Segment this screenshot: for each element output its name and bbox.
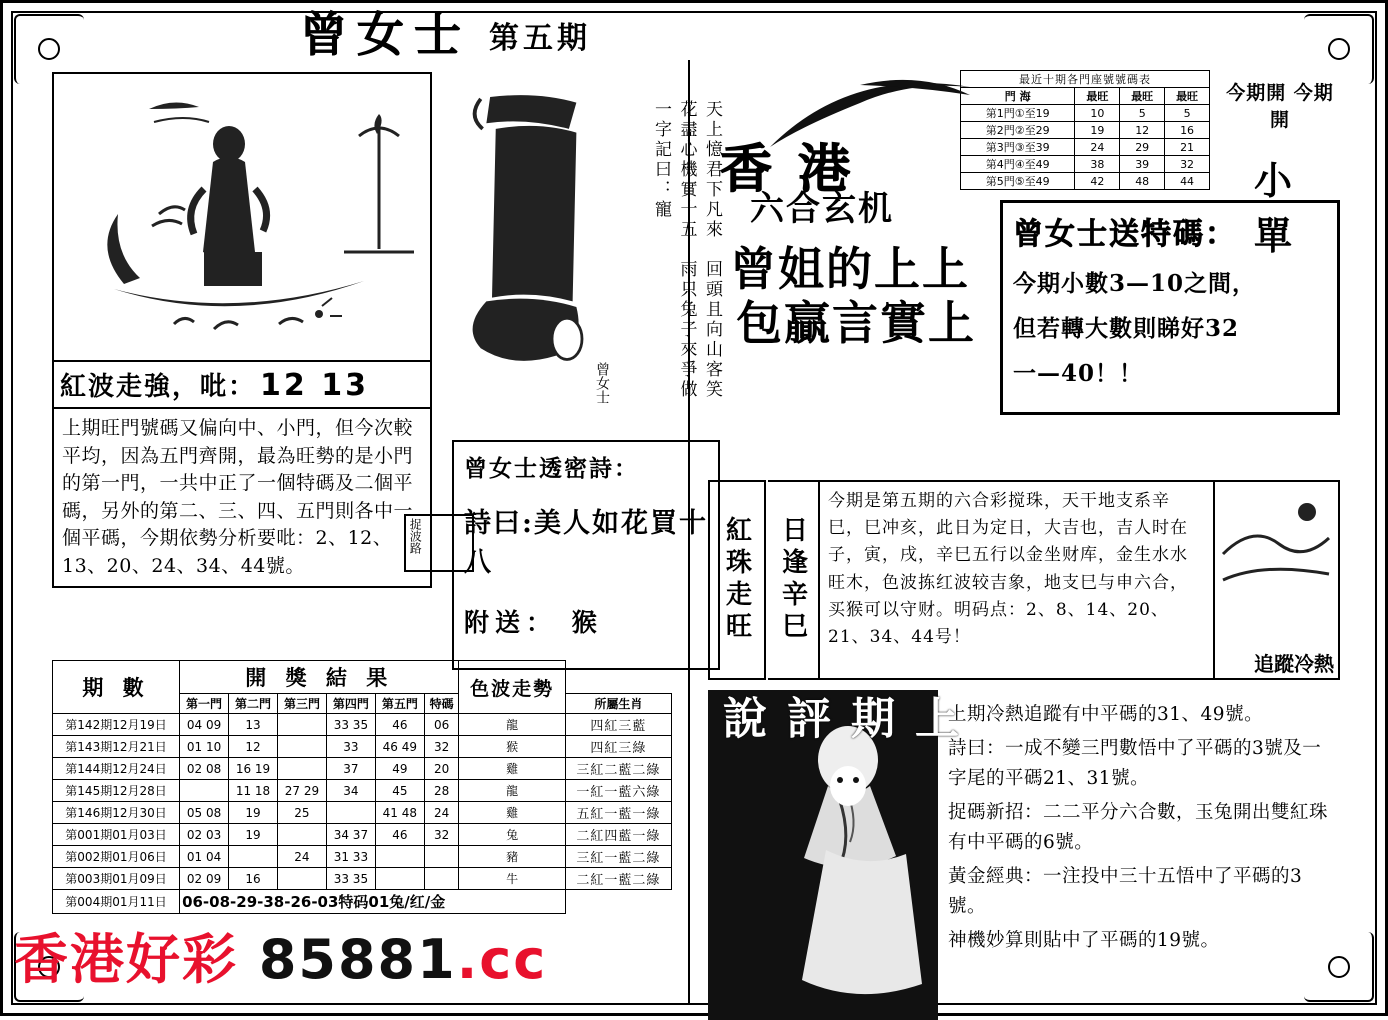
secret-poem-line <box>464 501 708 579</box>
special-code-title: 曾女士送特碼： <box>1013 217 1237 252</box>
cell-gate3 <box>277 714 326 736</box>
cell-gate4: 33 <box>326 736 375 758</box>
cell-special: 28 <box>424 780 459 802</box>
cell-gate5: 41 48 <box>375 802 424 824</box>
cell-gate3 <box>277 758 326 780</box>
review-line: 黃金經典：一注投中三十五悟中了平碼的3號。 <box>948 865 1303 917</box>
hot-cell-c: 21 <box>1165 139 1210 156</box>
cell-zodiac: 猴 <box>459 736 565 758</box>
cell-period: 第145期12月28日 <box>53 780 180 802</box>
table-row <box>53 890 672 914</box>
cell-gate3 <box>277 736 326 758</box>
cell-gate5: 46 <box>375 824 424 846</box>
table-row <box>53 780 672 802</box>
cell-period: 第003期01月09日 <box>53 868 180 890</box>
col-gate-2: 第二門 <box>229 694 278 714</box>
cell-period: 第143期12月21日 <box>53 736 180 758</box>
special-code-line3: 一—40！！ <box>1013 360 1144 387</box>
watermark-red: 香港好彩 <box>14 928 259 991</box>
table-row <box>53 868 672 890</box>
special-code-box <box>1000 200 1340 415</box>
cell-gate2: 11 18 <box>229 780 278 802</box>
cell-gate3: 24 <box>277 846 326 868</box>
cell-period: 第001期01月03日 <box>53 824 180 846</box>
cell-wave: 二紅四藍一綠 <box>565 824 671 846</box>
cell-gate5: 46 <box>375 714 424 736</box>
review-text <box>948 700 1340 960</box>
cell-gate1: 05 08 <box>180 802 229 824</box>
hot-cell-b: 5 <box>1120 105 1165 122</box>
cell-special: 32 <box>424 736 459 758</box>
stamp-label: 捉波路 <box>408 518 423 555</box>
cell-gate1: 01 10 <box>180 736 229 758</box>
cell-gate5 <box>375 868 424 890</box>
col-period: 期 數 <box>53 661 180 714</box>
table-row <box>53 824 672 846</box>
cell-wave: 三紅二藍二綠 <box>565 758 671 780</box>
cell-gate4: 33 35 <box>326 868 375 890</box>
cell-gate4: 37 <box>326 758 375 780</box>
cell-special <box>424 846 459 868</box>
hot-cell-a: 10 <box>1075 105 1120 122</box>
cell-zodiac: 牛 <box>459 868 565 890</box>
hot-cell-a: 38 <box>1075 156 1120 173</box>
ornament-dot <box>38 956 60 978</box>
logo-word-line4: 包贏言實上 <box>736 296 976 350</box>
cell-gate2: 19 <box>229 802 278 824</box>
table-row <box>53 714 672 736</box>
landscape-thumbnail-icon <box>1215 484 1336 614</box>
page-title: 曾女士 <box>300 7 471 63</box>
cell-special: 06 <box>424 714 459 736</box>
red-wave-numbers: 12 13 <box>260 368 369 403</box>
ornament-dot <box>1328 38 1350 60</box>
secret-poem-box <box>452 440 720 670</box>
hot-cell-a: 19 <box>1075 122 1120 139</box>
stamp-badge <box>404 514 474 572</box>
day-branch-text: 日逢辛巳 <box>777 516 808 644</box>
col-special: 特碼 <box>424 694 459 714</box>
cell-wave: 五紅一藍一綠 <box>565 802 671 824</box>
secret-poem-label: 詩曰: <box>464 508 534 539</box>
review-vertical-title: 上期評說 <box>715 695 958 745</box>
hot-cell-gate: 第4門④至49 <box>961 156 1075 173</box>
watermark-dark: 85881 <box>258 928 457 991</box>
cell-gate5: 49 <box>375 758 424 780</box>
hot-cell-b: 48 <box>1120 173 1165 190</box>
cell-special: 24 <box>424 802 459 824</box>
ornament-dot <box>38 38 60 60</box>
secret-send-label: 附送： <box>464 608 558 637</box>
hot-cell-gate: 第2門②至29 <box>961 122 1075 139</box>
cell-period: 第144期12月24日 <box>53 758 180 780</box>
secret-send-line <box>464 603 708 639</box>
hot-col-a: 最旺 <box>1075 88 1120 105</box>
masthead <box>300 0 1000 62</box>
hot-col-gate: 門 海 <box>961 88 1075 105</box>
hot-cell-gate: 第5門⑤至49 <box>961 173 1075 190</box>
cell-zodiac: 雞 <box>459 802 565 824</box>
hot-cell-c: 5 <box>1165 105 1210 122</box>
cell-gate1: 04 09 <box>180 714 229 736</box>
col-draw: 開 獎 結 果 <box>180 661 459 694</box>
open-label: 今期開 今期開 <box>1226 82 1334 131</box>
col-gate-1: 第一門 <box>180 694 229 714</box>
col-wave: 色波走勢 <box>459 661 565 714</box>
scroll-illustration <box>462 82 612 412</box>
red-wave-label: 紅波走強，吡： <box>60 372 257 402</box>
table-row <box>53 846 672 868</box>
analysis-paragraph: 上期旺門號碼又偏向中、小門，但今次較平均，因為五門齊開，最為旺勢的是小門的第一門，一共中正了一個特碼及二個平碼，另外的第二、三、四、五門則各中一個平碼，今期依勢分析要吡：2、12、13、20、24、34、44號。 <box>52 409 432 588</box>
hot-cell-c: 44 <box>1165 173 1210 190</box>
issue-label: 第五期 <box>489 21 591 56</box>
cell-wave: 二紅一藍二綠 <box>565 868 671 890</box>
cell-zodiac: 雞 <box>459 758 565 780</box>
cell-wave: 四紅三藍 <box>565 714 671 736</box>
secret-poem-text: 美人如花買十八 <box>464 508 708 578</box>
secret-poem-title: 曾女士透密詩： <box>464 455 639 482</box>
table-row <box>53 736 672 758</box>
col-zodiac: 所屬生肖 <box>565 694 671 714</box>
cell-gate2 <box>229 846 278 868</box>
hot-cell-a: 42 <box>1075 173 1120 190</box>
hongkong-logo-block <box>710 75 1030 375</box>
cell-gate1: 02 08 <box>180 758 229 780</box>
col-gate-4: 第四門 <box>326 694 375 714</box>
hot-col-c: 最旺 <box>1165 88 1210 105</box>
col-gate-5: 第五門 <box>375 694 424 714</box>
hot-cell-c: 16 <box>1165 122 1210 139</box>
cell-period: 第002期01月06日 <box>53 846 180 868</box>
hot-cell-a: 24 <box>1075 139 1120 156</box>
cell-zodiac: 豬 <box>459 846 565 868</box>
hot-cell-c: 32 <box>1165 156 1210 173</box>
special-code-line2: 但若轉大數則睇好32 <box>1013 315 1240 342</box>
cell-gate3 <box>277 868 326 890</box>
chase-thumbnail <box>1215 480 1340 680</box>
results-table <box>52 660 672 914</box>
cell-gate4: 34 <box>326 780 375 802</box>
left-column <box>52 72 722 637</box>
poem-signature: 曾女士 <box>594 362 610 404</box>
cell-special <box>424 868 459 890</box>
cell-zodiac: 龍 <box>459 780 565 802</box>
cell-summary: 06-08-29-38-26-03特码01兔/红/金 <box>180 890 566 914</box>
cell-wave: 三紅一藍二綠 <box>565 846 671 868</box>
cell-gate5: 45 <box>375 780 424 802</box>
watermark-suffix: .cc <box>456 928 548 991</box>
vertical-poem: 天上憶君下凡來 回頭且向山客笑 花盡心機實十五 雨只兔子來爭做 一字記曰：寵 <box>651 100 722 420</box>
cell-wave: 四紅三綠 <box>565 736 671 758</box>
cell-gate3: 27 29 <box>277 780 326 802</box>
cell-gate2: 16 <box>229 868 278 890</box>
review-line: 捉碼新招：二二平分六合數，玉兔開出雙紅珠有中平碼的6號。 <box>948 801 1329 853</box>
cell-gate2: 12 <box>229 736 278 758</box>
scroll-poem-area <box>452 72 732 432</box>
cell-gate5: 46 49 <box>375 736 424 758</box>
cell-gate3 <box>277 824 326 846</box>
cell-period: 第146期12月30日 <box>53 802 180 824</box>
logo-word-hongkong: 香 港 <box>720 139 855 200</box>
cell-special: 20 <box>424 758 459 780</box>
cell-gate4: 34 37 <box>326 824 375 846</box>
table-row <box>53 758 672 780</box>
hot-cell-b: 29 <box>1120 139 1165 156</box>
red-pearl-text: 紅珠走旺 <box>721 516 752 644</box>
cell-gate1 <box>180 780 229 802</box>
red-wave-headline <box>52 362 432 409</box>
cell-gate4: 31 33 <box>326 846 375 868</box>
cell-gate2: 19 <box>229 824 278 846</box>
hot-cell-b: 12 <box>1120 122 1165 139</box>
cell-gate2: 13 <box>229 714 278 736</box>
review-line: 神機妙算則貼中了平碼的19號。 <box>948 929 1220 951</box>
logo-word-line3: 曾姐的上上 <box>730 242 970 296</box>
cell-period: 第142期12月19日 <box>53 714 180 736</box>
lady-with-boat-illustration <box>52 72 432 362</box>
cell-gate1: 02 03 <box>180 824 229 846</box>
cell-zodiac: 龍 <box>459 714 565 736</box>
cell-special: 32 <box>424 824 459 846</box>
cell-gate4 <box>326 802 375 824</box>
hot-col-b: 最旺 <box>1120 88 1165 105</box>
cell-gate2: 16 19 <box>229 758 278 780</box>
cell-zodiac: 兔 <box>459 824 565 846</box>
secret-send-value: 猴 <box>571 608 603 637</box>
cell-gate3: 25 <box>277 802 326 824</box>
logo-word-liuhe: 六合玄机 <box>750 189 894 229</box>
cell-gate1: 02 09 <box>180 868 229 890</box>
special-code-line1: 今期小數3—10之間， <box>1013 270 1257 297</box>
forecast-paragraph: 今期是第五期的六合彩搅珠，天干地支系辛巳，巳冲亥，此日为定日，大吉也，吉人时在子，寅，戌，辛巳五行以金坐财库，金生水水旺木，色波拣红波较吉象，地支巳与申六合，买猴可以守财。明码点：2、8、14、20、21、34、44号！ <box>820 480 1215 680</box>
hot-cell-gate: 第3門③至39 <box>961 139 1075 156</box>
cell-gate5 <box>375 846 424 868</box>
table-row <box>53 802 672 824</box>
day-branch-vertical-title <box>768 480 820 680</box>
review-line: 詩曰：一成不變三門數悟中了平碼的3號及一字尾的平碼21、31號。 <box>948 737 1322 789</box>
cell-gate1: 01 04 <box>180 846 229 868</box>
col-gate-3: 第三門 <box>277 694 326 714</box>
chase-label: 追蹤冷熱 <box>1254 652 1334 676</box>
review-line: 上期冷熱追蹤有中平碼的31、49號。 <box>948 704 1264 725</box>
illustration-svg <box>54 74 430 360</box>
red-pearl-vertical-title <box>708 480 766 680</box>
cell-gate4: 33 35 <box>326 714 375 736</box>
cell-wave: 一紅一藍六綠 <box>565 780 671 802</box>
hot-cell-gate: 第1門①至19 <box>961 105 1075 122</box>
hot-cell-b: 39 <box>1120 156 1165 173</box>
hot-numbers-caption: 最近十期各門座號號碼表 <box>961 71 1210 88</box>
open-value: 小 單 <box>1253 158 1306 258</box>
cell-period: 第004期01月11日 <box>53 890 180 914</box>
